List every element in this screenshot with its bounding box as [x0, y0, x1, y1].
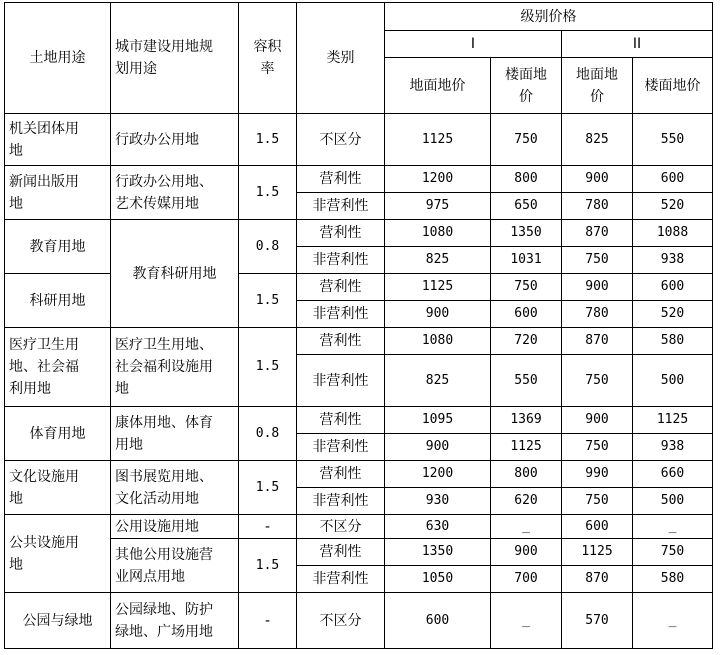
urban-use-cell: 图书展览用地、 文化活动用地	[111, 461, 239, 515]
ground-price-1-cell: 1080	[385, 328, 491, 355]
floor-price-2-cell: 1088	[633, 220, 713, 247]
far-cell: 1.5	[239, 114, 297, 166]
ground-price-1-cell: 900	[385, 434, 491, 461]
ground-price-1-cell: 975	[385, 193, 491, 220]
ground-price-1-cell: 1200	[385, 461, 491, 488]
land-use-cell: 体育用地	[5, 407, 111, 461]
floor-price-1-cell: _	[491, 515, 562, 539]
urban-use-cell: 行政办公用地、 艺术传媒用地	[111, 166, 239, 220]
category-cell: 非营利性	[297, 488, 385, 515]
category-cell: 营利性	[297, 220, 385, 247]
ground-price-2-cell: 780	[562, 301, 633, 328]
ground-price-1-cell: 930	[385, 488, 491, 515]
ground-price-1-cell: 1350	[385, 539, 491, 566]
header-far: 容积 率	[239, 3, 297, 114]
header-ground-price-1: 地面地价	[385, 58, 491, 114]
floor-price-2-cell: 520	[633, 193, 713, 220]
land-price-table	[4, 2, 713, 649]
land-use-cell: 文化设施用 地	[5, 461, 111, 515]
urban-use-cell: 医疗卫生用地、 社会福利设施用 地	[111, 328, 239, 407]
floor-price-1-cell: 600	[491, 301, 562, 328]
land-use-cell: 公园与绿地	[5, 593, 111, 649]
land-use-cell: 科研用地	[5, 274, 111, 328]
floor-price-1-cell: 620	[491, 488, 562, 515]
category-cell: 营利性	[297, 274, 385, 301]
floor-price-2-cell: _	[633, 515, 713, 539]
header-grade-1: I	[385, 31, 562, 58]
land-use-cell: 公共设施用 地	[5, 515, 111, 593]
ground-price-2-cell: 780	[562, 193, 633, 220]
header-land-use: 土地用途	[5, 3, 111, 114]
far-cell: 0.8	[239, 220, 297, 274]
floor-price-1-cell: 800	[491, 461, 562, 488]
urban-use-cell: 其他公用设施营 业网点用地	[111, 539, 239, 593]
category-cell: 非营利性	[297, 247, 385, 274]
ground-price-2-cell: 900	[562, 166, 633, 193]
ground-price-2-cell: 750	[562, 434, 633, 461]
far-cell: -	[239, 515, 297, 539]
ground-price-1-cell: 1095	[385, 407, 491, 434]
header-category: 类别	[297, 3, 385, 114]
far-cell: 0.8	[239, 407, 297, 461]
floor-price-2-cell: 600	[633, 274, 713, 301]
category-cell: 不区分	[297, 515, 385, 539]
floor-price-1-cell: 900	[491, 539, 562, 566]
floor-price-2-cell: 550	[633, 114, 713, 166]
ground-price-2-cell: 570	[562, 593, 633, 649]
far-cell: 1.5	[239, 166, 297, 220]
ground-price-2-cell: 900	[562, 407, 633, 434]
floor-price-2-cell: 660	[633, 461, 713, 488]
ground-price-1-cell: 630	[385, 515, 491, 539]
floor-price-2-cell: 938	[633, 434, 713, 461]
far-cell: 1.5	[239, 274, 297, 328]
ground-price-2-cell: 750	[562, 488, 633, 515]
floor-price-1-cell: 550	[491, 355, 562, 407]
ground-price-2-cell: 1125	[562, 539, 633, 566]
floor-price-1-cell: 1350	[491, 220, 562, 247]
urban-use-cell: 康体用地、体育 用地	[111, 407, 239, 461]
floor-price-2-cell: 1125	[633, 407, 713, 434]
header-ground-price-2: 地面地 价	[562, 58, 633, 114]
ground-price-1-cell: 1080	[385, 220, 491, 247]
category-cell: 营利性	[297, 461, 385, 488]
floor-price-2-cell: 520	[633, 301, 713, 328]
floor-price-1-cell: 720	[491, 328, 562, 355]
header-floor-price-1: 楼面地 价	[491, 58, 562, 114]
land-use-cell: 医疗卫生用 地、社会福 利用地	[5, 328, 111, 407]
floor-price-2-cell: 580	[633, 328, 713, 355]
category-cell: 营利性	[297, 407, 385, 434]
floor-price-1-cell: 1125	[491, 434, 562, 461]
ground-price-2-cell: 750	[562, 247, 633, 274]
floor-price-1-cell: 1031	[491, 247, 562, 274]
ground-price-2-cell: 990	[562, 461, 633, 488]
ground-price-1-cell: 600	[385, 593, 491, 649]
far-cell: 1.5	[239, 539, 297, 593]
category-cell: 不区分	[297, 114, 385, 166]
category-cell: 营利性	[297, 166, 385, 193]
category-cell: 营利性	[297, 328, 385, 355]
category-cell: 非营利性	[297, 434, 385, 461]
ground-price-1-cell: 825	[385, 355, 491, 407]
ground-price-1-cell: 900	[385, 301, 491, 328]
header-grade-price: 级别价格	[385, 3, 713, 31]
far-cell: 1.5	[239, 461, 297, 515]
floor-price-2-cell: 580	[633, 566, 713, 593]
category-cell: 非营利性	[297, 355, 385, 407]
category-cell: 非营利性	[297, 301, 385, 328]
floor-price-1-cell: 800	[491, 166, 562, 193]
header-urban-use: 城市建设用地规 划用途	[111, 3, 239, 114]
urban-use-cell: 公用设施用地	[111, 515, 239, 539]
header-floor-price-2: 楼面地价	[633, 58, 713, 114]
ground-price-1-cell: 825	[385, 247, 491, 274]
floor-price-1-cell: 750	[491, 114, 562, 166]
category-cell: 非营利性	[297, 193, 385, 220]
ground-price-1-cell: 1200	[385, 166, 491, 193]
ground-price-2-cell: 870	[562, 220, 633, 247]
floor-price-1-cell: 700	[491, 566, 562, 593]
land-use-cell: 新闻出版用 地	[5, 166, 111, 220]
ground-price-1-cell: 1125	[385, 114, 491, 166]
floor-price-1-cell: 650	[491, 193, 562, 220]
category-cell: 非营利性	[297, 566, 385, 593]
floor-price-2-cell: _	[633, 593, 713, 649]
floor-price-2-cell: 600	[633, 166, 713, 193]
ground-price-2-cell: 870	[562, 566, 633, 593]
ground-price-2-cell: 600	[562, 515, 633, 539]
header-grade-2: II	[562, 31, 713, 58]
land-use-cell: 教育用地	[5, 220, 111, 274]
floor-price-2-cell: 500	[633, 488, 713, 515]
ground-price-2-cell: 750	[562, 355, 633, 407]
ground-price-2-cell: 870	[562, 328, 633, 355]
floor-price-1-cell: 1369	[491, 407, 562, 434]
category-cell: 营利性	[297, 539, 385, 566]
floor-price-2-cell: 938	[633, 247, 713, 274]
floor-price-1-cell: _	[491, 593, 562, 649]
floor-price-1-cell: 750	[491, 274, 562, 301]
urban-use-cell: 教育科研用地	[111, 220, 239, 328]
land-use-cell: 机关团体用 地	[5, 114, 111, 166]
ground-price-2-cell: 900	[562, 274, 633, 301]
urban-use-cell: 行政办公用地	[111, 114, 239, 166]
ground-price-2-cell: 825	[562, 114, 633, 166]
floor-price-2-cell: 500	[633, 355, 713, 407]
far-cell: -	[239, 593, 297, 649]
far-cell: 1.5	[239, 328, 297, 407]
ground-price-1-cell: 1050	[385, 566, 491, 593]
ground-price-1-cell: 1125	[385, 274, 491, 301]
category-cell: 不区分	[297, 593, 385, 649]
floor-price-2-cell: 750	[633, 539, 713, 566]
urban-use-cell: 公园绿地、防护 绿地、广场用地	[111, 593, 239, 649]
